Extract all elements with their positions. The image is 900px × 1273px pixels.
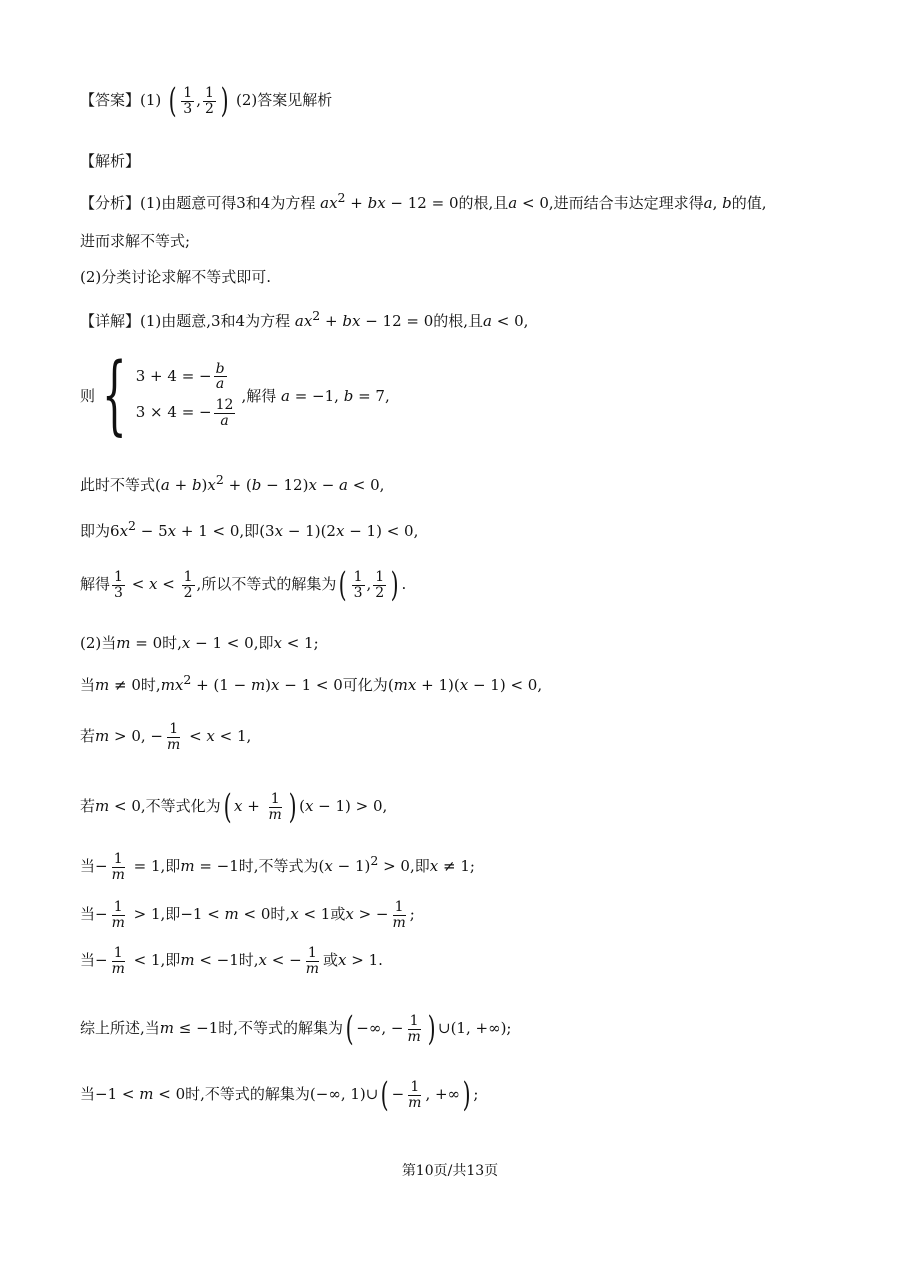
case-m-positive: 若m > 0, − $\frac{1}{m}$ < x < 1,	[80, 721, 252, 753]
subcase-1: 当− $\frac{1}{m}$ = 1,即m = −1时,不等式为$(x - 1)^2 > 0$,即x ≠ 1;	[80, 851, 475, 883]
summary-line-2: 当−1 < m < 0时,不等式的解集为(−∞, 1)∪( − $\frac{1}{m}$ , +∞) ;	[80, 1075, 479, 1115]
m-nonzero-line: 当m ≠ 0时$,mx^2 + (1 - m)x - 1 < 0$可化为(mx + 1)(x − 1) < 0,	[80, 672, 543, 694]
answer-line: 【答案】(1) ( $\frac{1}{3}$ , $\frac{1}{2}$ ) (2)答案见解析	[80, 81, 333, 121]
fenxi-line: 【分析】(1)由题意可得3和4为方程 $ax^2$ + bx − 12 = 0的根,且a < 0,进而结合韦达定理求得a, b的值,	[80, 190, 767, 212]
inequality-line-2: 即为$6x^2 - 5x + 1 < 0$,即(3x − 1)(2x − 1) < 0,	[80, 518, 419, 540]
subcase-2: 当− $\frac{1}{m}$ > 1,即−1 < m < 0时,x < 1或x > − $\frac{1}{m}$ ;	[80, 899, 415, 931]
fenxi-line-3: (2)分类讨论求解不等式即可.	[80, 268, 272, 286]
summary-line: 综上所述,当m ≤ −1时,不等式的解集为( −∞, − $\frac{1}{m}$ ) ∪(1, +∞);	[80, 1009, 512, 1049]
page-footer: 第10页/共13页	[401, 1163, 499, 1179]
fenxi-line-2: 进而求解不等式;	[80, 232, 191, 250]
answer-part2: (2)答案见解析	[235, 91, 333, 109]
equation-system: 则 { 3 + 4 = − $\frac{b}{a}$ 3 × 4 = − $\frac{12}{a}$ ,解得 a = −1, b = 7,	[80, 345, 390, 445]
answer-label: 【答案】(1)	[80, 91, 162, 109]
case-m-negative: 若m < 0,不等式化为( x + $\frac{1}{m}$ ) (x − 1) > 0,	[80, 787, 388, 827]
inequality-line: 此时不等式$(a + b)x^2 + (b - 12)x - a < 0$,	[80, 472, 385, 494]
xiangjie-line: 【详解】(1)由题意,3和4为方程 $ax^2$ + bx − 12 = 0的根,且a < 0,	[80, 308, 529, 330]
subcase-3: 当− $\frac{1}{m}$ < 1,即m < −1时,x < − $\frac{1}{m}$ 或x > 1.	[80, 945, 383, 977]
part2-line: (2)当m = 0时,x − 1 < 0,即x < 1;	[80, 634, 319, 652]
analysis-heading: 【解析】	[80, 152, 141, 170]
solution-line: 解得 $\frac{1}{3}$ < x < $\frac{1}{2}$ ,所以不等式的解集为( $\frac{1}{3}$ , $\frac{1}{2}$ ) .	[80, 565, 407, 605]
